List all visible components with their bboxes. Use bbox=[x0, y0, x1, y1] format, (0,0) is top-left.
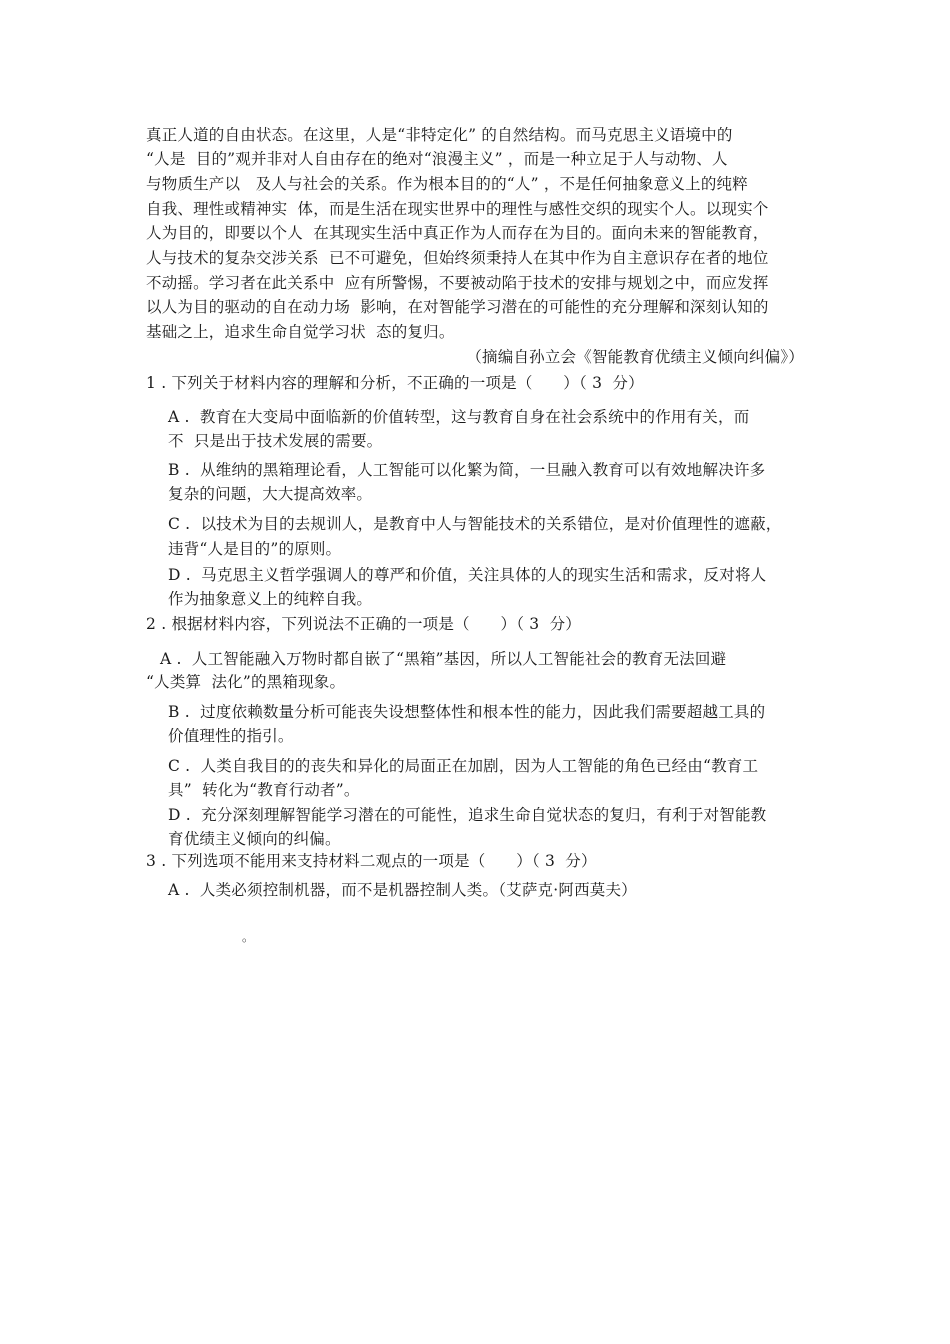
question-1-option-d: 作为抽象意义上的纯粹自我。 bbox=[168, 590, 373, 608]
passage-source: （摘编自孙立会《智能教育优绩主义倾向纠偏》） bbox=[466, 348, 804, 366]
question-2-option-d: D . 充分深刻理解智能学习潜在的可能性，追求生命自觉状态的复归，有利于对智能教 bbox=[168, 806, 767, 824]
question-1-option-b: B . 从维纳的黑箱理论看，人工智能可以化繁为简，一旦融入教育可以有效地解决许多 bbox=[168, 461, 766, 479]
question-2-option-a: “人类算 法化”的黑箱现象。 bbox=[146, 673, 346, 691]
question-2-option-b: 价值理性的指引。 bbox=[168, 727, 294, 745]
question-1-option-d: D . 马克思主义哲学强调人的尊严和价值，关注具体的人的现实生活和需求，反对将人 bbox=[168, 566, 767, 584]
question-3-option-a: A . 人类必须控制机器，而不是机器控制人类。（艾萨克·阿西莫夫） bbox=[168, 881, 637, 899]
question-3-stem: 3 . 下列选项不能用来支持材料二观点的一项是（ ）（ 3 分） bbox=[146, 852, 597, 870]
question-2-stem: 2 . 根据材料内容，下列说法不正确的一项是（ ）（ 3 分） bbox=[146, 615, 581, 633]
question-1-option-a: A . 教育在大变局中面临新的价值转型，这与教育自身在社会系统中的作用有关，而 bbox=[168, 408, 750, 426]
question-2-option-c: 具” 转化为“教育行动者”。 bbox=[168, 781, 360, 799]
question-2-option-a: A . 人工智能融入万物时都自嵌了“黑箱”基因，所以人工智能社会的教育无法回避 bbox=[160, 650, 727, 668]
passage-line: 基础之上，追求生命自觉学习状 态的复归。 bbox=[146, 323, 455, 341]
passage-line: 人为目的，即要以个人 在其现实生活中真正作为人而存在为目的。面向未来的智能教育， bbox=[146, 224, 769, 242]
question-2-option-d: 育优绩主义倾向的纠偏。 bbox=[168, 830, 341, 848]
passage-line: 不动摇。学习者在此关系中 应有所警惕，不要被动陷于技术的安排与规划之中，而应发挥 bbox=[146, 274, 769, 292]
passage-line: “人是 目的”观并非对人自由存在的绝对“浪漫主义” ，而是一种立足于人与动物、人 bbox=[146, 150, 728, 168]
question-1-option-c: C . 以技术为目的去规训人，是教育中人与智能技术的关系错位，是对价值理性的遮蔽， bbox=[168, 515, 782, 533]
passage-line: 人与技术的复杂交涉关系 已不可避免，但始终须秉持人在其中作为自主意识存在者的地位 bbox=[146, 249, 769, 267]
passage-line: 真正人道的自由状态。在这里，人是“非特定化” 的自然结构。而马克思主义语境中的 bbox=[146, 126, 733, 144]
stray-mark: 。 bbox=[242, 930, 255, 944]
question-2-option-c: C . 人类自我目的的丧失和异化的局面正在加剧，因为人工智能的角色已经由“教育工 bbox=[168, 757, 759, 775]
question-1-option-c: 违背“人是目的”的原则。 bbox=[168, 540, 342, 558]
passage-line: 与物质生产以 及人与社会的关系。作为根本目的的“人” ，不是任何抽象意义上的纯粹 bbox=[146, 175, 748, 193]
question-1-option-b: 复杂的问题，大大提高效率。 bbox=[168, 485, 373, 503]
passage-line: 以人为目的驱动的自在动力场 影响，在对智能学习潜在的可能性的充分理解和深刻认知的 bbox=[146, 298, 769, 316]
question-2-option-b: B . 过度依赖数量分析可能丧失设想整体性和根本性的能力，因此我们需要超越工具的 bbox=[168, 703, 766, 721]
question-1-stem: 1 . 下列关于材料内容的理解和分析，不正确的一项是（ ）（ 3 分） bbox=[146, 374, 644, 392]
question-1-option-a: 不 只是出于技术发展的需要。 bbox=[168, 432, 383, 450]
passage-line: 自我、理性或精神实 体，而是生活在现实世界中的理性与感性交织的现实个人。以现实个 bbox=[146, 200, 769, 218]
